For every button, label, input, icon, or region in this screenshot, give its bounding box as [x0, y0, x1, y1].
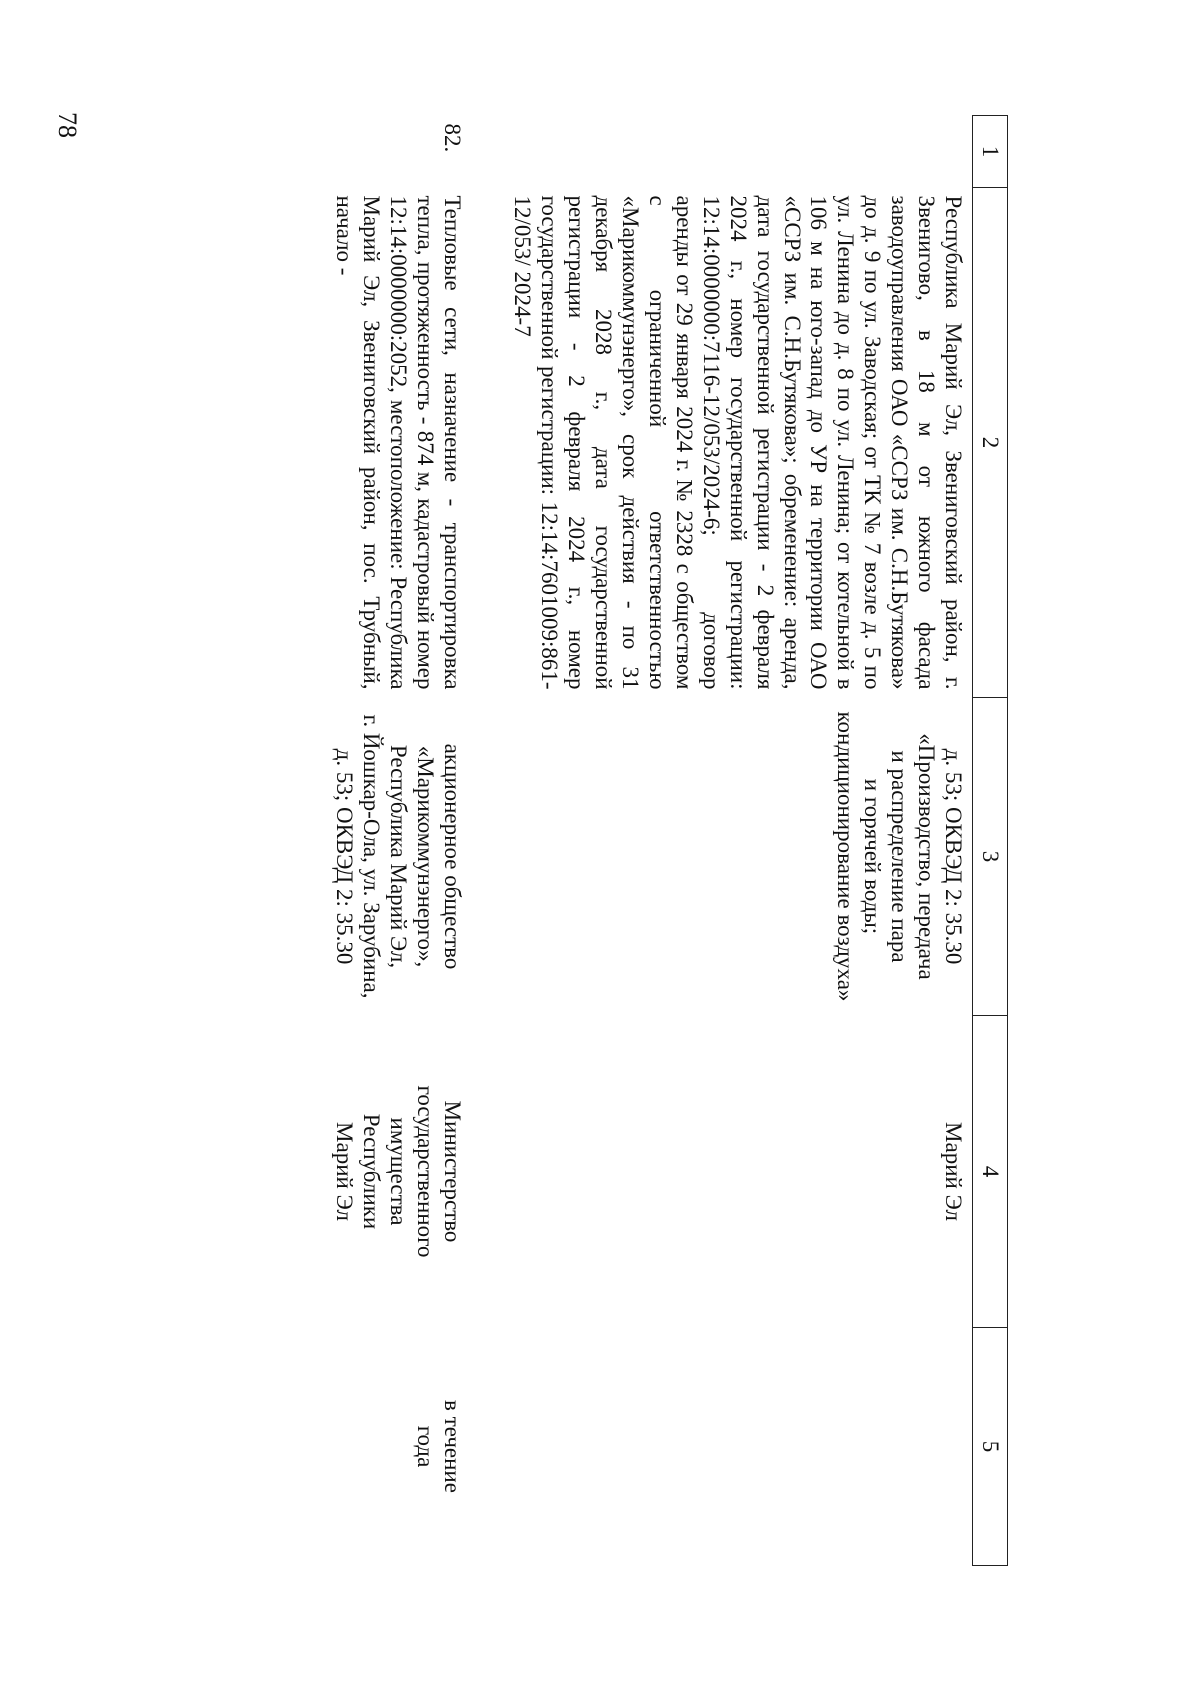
term-line: года: [412, 1425, 438, 1468]
buyer-line: «Марикоммунэнерго»,: [412, 745, 438, 968]
authority-line: Марий Эл: [331, 1122, 357, 1221]
rotated-page-content: [198, 115, 1008, 1565]
column-header-1: 1: [973, 116, 1008, 188]
authority-line: Республики: [358, 1113, 384, 1230]
buyer-line: акционерное общество: [439, 743, 465, 970]
authority-line: государственного: [412, 1085, 438, 1258]
row-number: 82.: [439, 123, 465, 153]
term-line: в течение: [439, 1400, 465, 1493]
column-header-5: 5: [973, 1328, 1008, 1566]
column-header-2: 2: [973, 188, 1008, 698]
term-details: [503, 1328, 973, 1566]
buyer-details: [324, 698, 471, 1016]
row-spacer: [471, 116, 503, 1566]
buyer-line: и горячей воды;: [860, 778, 886, 935]
buyer-details: [503, 698, 973, 1016]
column-header-3: 3: [973, 698, 1008, 1016]
table-row: [503, 116, 973, 1566]
buyer-line: г. Йошкар-Ола, ул. Зарубина,: [358, 714, 384, 999]
buyer-line: Республика Марий Эл,: [385, 744, 411, 969]
authority-details: [324, 1016, 471, 1328]
buyer-line: д. 53; ОКВЭД 2: 35.30: [331, 748, 357, 965]
authority-details: [503, 1016, 973, 1328]
privatization-table: [324, 115, 1008, 1566]
table-row: [324, 116, 471, 1566]
row-number: [503, 116, 973, 188]
object-description: Тепловые сети, назначение - транспортировка тепла, протяженность - 874 м, кадастровый номер 12:14:0000000:2052, местоположение: Республика Марий Эл, Звениговский район, пос. Трубный, начало -: [331, 195, 465, 690]
term-details: [324, 1328, 471, 1566]
object-description: Республика Марий Эл, Звениговский район, г. Звенигово, в 18 м от южного фасада заводоуправления ОАО «ССРЗ им. С.Н.Бутякова» до д. 9 по ул. Заводская; от ТК № 7 возле д. 5 по ул. Ленина до д. 8 по ул. Ленина; от котельной в 106 м на юго-запад до УР на территории ОАО «ССРЗ им. С.Н.Бутякова»; обременение: аренда, дата государственной регистрации - 2 февраля 2024 г., номер государственной регистрации: 12:14:0000000:7116-12/053/2024-6; договор аренды от 29 января 2024 г. № 2328 с обществом с ограниченной ответственностью «Марикоммунэнерго», срок действия - по 31 декабря 2028 г., дата государственной регистрации - 2 февраля 2024 г., номер государственной регистрации: 12:14:7601009:861-12/053/ 2024-7: [510, 195, 966, 690]
column-header-4: 4: [973, 1016, 1008, 1328]
buyer-line: кондиционирование воздуха»: [833, 711, 859, 1002]
authority-line: Марий Эл: [941, 1122, 966, 1221]
buyer-line: и распределение пара: [887, 750, 913, 963]
buyer-line: «Производство, передача: [914, 733, 940, 980]
buyer-line: д. 53; ОКВЭД 2: 35.30: [941, 748, 966, 965]
authority-line: Министерство: [439, 1100, 465, 1243]
table-header-row: [973, 116, 1008, 1566]
page-number: 78: [53, 112, 82, 138]
authority-line: имущества: [385, 1117, 411, 1226]
